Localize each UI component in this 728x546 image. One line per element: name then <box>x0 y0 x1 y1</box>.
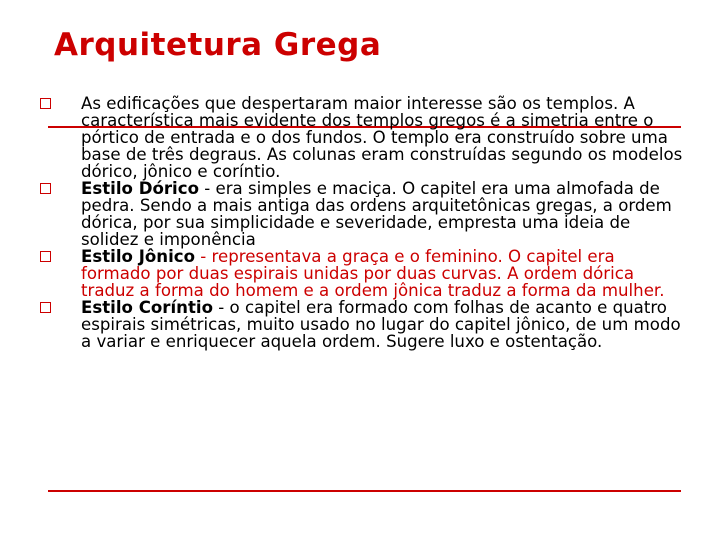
bullet-text <box>81 247 664 300</box>
bullet-intro <box>36 95 686 180</box>
square-bullet-icon <box>40 183 51 194</box>
style-description: - representava a graça e o feminino. O capitel era formado por duas espirais unidas por duas curvas. A ordem dórica traduz a forma do homem e a ordem jônica traduz a forma da mulher. <box>81 247 665 300</box>
bullet-text <box>81 179 672 249</box>
style-description: - o capitel era formado com folhas de acanto e quatro espirais simétricas, muito usado no lugar do capitel jônico, de um modo a variar e enriquecer aquela ordem. Sugere luxo e ostentação. <box>81 298 681 351</box>
bullet-list <box>36 95 686 350</box>
bottom-divider <box>48 490 681 492</box>
bullet-ionic <box>36 248 686 299</box>
style-name: Estilo Dórico <box>81 179 199 198</box>
style-name: Estilo Coríntio <box>81 298 213 317</box>
square-bullet-icon <box>40 98 51 109</box>
style-name: Estilo Jônico <box>81 247 196 266</box>
bullet-corinthian <box>36 299 686 350</box>
square-bullet-icon <box>40 302 51 313</box>
bullet-doric <box>36 180 686 248</box>
style-description: - era simples e maciça. O capitel era uma almofada de pedra. Sendo a mais antiga das ordens arquitetônicas gregas, a ordem dórica, por sua simplicidade e severidade, empresta uma ideia de solidez e imponência <box>81 179 672 249</box>
bullet-text: As edificações que despertaram maior interesse são os templos. A característica mais evidente dos templos gregos é a simetria entre o pórtico de entrada e o dos fundos. O templo era construído sobre uma base de três degraus. As colunas eram construídas segundo os modelos dórico, jônico e coríntio. <box>81 94 683 181</box>
bullet-text <box>81 298 681 351</box>
slide-title: Arquitetura Grega <box>54 27 382 63</box>
square-bullet-icon <box>40 251 51 262</box>
